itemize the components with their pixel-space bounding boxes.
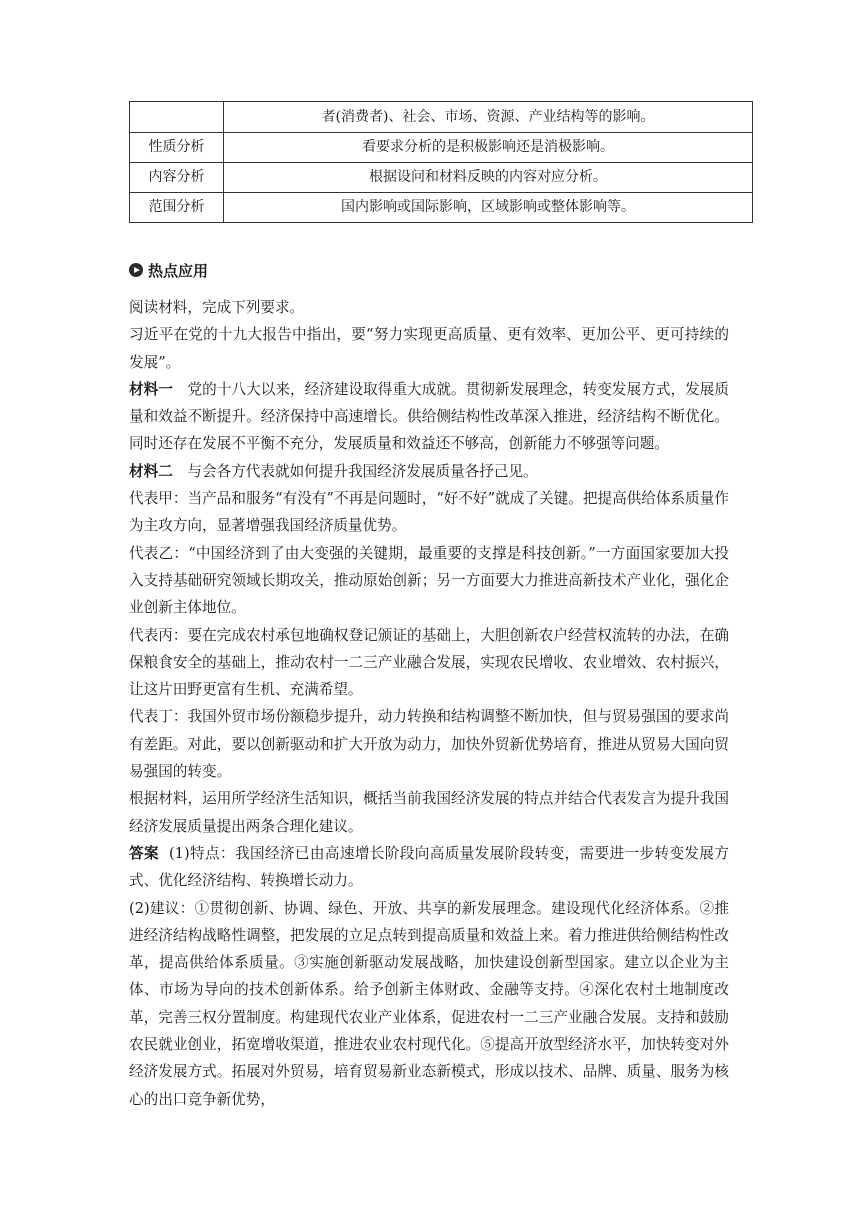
table-row-label: 内容分析 bbox=[130, 163, 224, 193]
section-heading bbox=[129, 259, 208, 281]
table-row-label: 性质分析 bbox=[130, 133, 224, 163]
material-one-text: 党的十八大以来，经济建设取得重大成就。贯彻新发展理念，转变发展方式，发展质量和效益不断提升。经济保持中高速增长。供给侧结构性改革深入推进，经济结构不断优化。同时还存在发展不平衡不充分，发展质量和效益还不够高，创新能力不够强等问题。 bbox=[129, 380, 729, 453]
representative-b-paragraph: 代表乙：“中国经济到了由大变强的关键期，最重要的支撑是科技创新。”一方面国家要加大投入支持基础研究领域长期攻关，推动原始创新；另一方面要大力推进高新技术产业化，强化企业创新主体地位。 bbox=[129, 544, 729, 617]
table-row-content: 根据设问和材料反映的内容对应分析。 bbox=[224, 163, 753, 193]
answer-one-paragraph bbox=[129, 840, 729, 895]
question-paragraph: 根据材料，运用所学经济生活知识，概括当前我国经济发展的特点并结合代表发言为提升我国经济发展质量提出两条合理化建议。 bbox=[129, 790, 729, 835]
answer-label: 答案 bbox=[129, 844, 159, 862]
answer-two-paragraph: (2)建议：①贯彻创新、协调、绿色、开放、共享的新发展理念。建设现代化经济体系。②推进经济结构战略性调整，把发展的立足点转到提高质量和效益上来。着力推进供给侧结构性改革，提高供给体系质量。③实施创新驱动发展战略，加快建设创新型国家。建立以企业为主体、市场为导向的技术创新体系。给予创新主体财政、金融等支持。④深化农村土地制度改革，完善三权分置制度。构建现代农业产业体系，促进农村一二三产业融合发展。支持和鼓励农民就业创业，拓宽增收渠道，推进农业农村现代化。⑤提高开放型经济水平，加快转变对外经济发展方式。拓展对外贸易，培育贸易新业态新模式，形成以技术、品牌、质量、服务为核心的出口竞争新优势， bbox=[129, 899, 729, 1108]
material-one-paragraph bbox=[129, 376, 729, 458]
representative-a-paragraph: 代表甲：当产品和服务“有没有”不再是问题时，“好不好”就成了关键。把提高供给体系质量作为主攻方向，显著增强我国经济质量优势。 bbox=[129, 490, 729, 535]
table-row-label bbox=[130, 102, 224, 133]
intro-quote-paragraph: 习近平在党的十九大报告中指出，要“努力实现更高质量、更有效率、更加公平、更可持续的发展”。 bbox=[129, 326, 729, 371]
intro-paragraph: 阅读材料，完成下列要求。 bbox=[129, 299, 305, 316]
table-row-content: 国内影响或国际影响，区域影响或整体影响等。 bbox=[224, 193, 753, 223]
answer-one-text: (1)特点：我国经济已由高速增长阶段向高质量发展阶段转变，需要进一步转变发展方式、优化经济结构、转换增长动力。 bbox=[129, 844, 729, 890]
representative-d-paragraph: 代表丁：我国外贸市场份额稳步提升，动力转换和结构调整不断加快，但与贸易强国的要求尚有差距。对此，要以创新驱动和扩大开放为动力，加快外贸新优势培育，推进从贸易大国向贸易强国的转变。 bbox=[129, 708, 729, 781]
table-row-content: 者(消费者)、社会、市场、资源、产业结构等的影响。 bbox=[224, 102, 753, 133]
table-row bbox=[130, 102, 753, 133]
material-two-paragraph bbox=[129, 458, 729, 485]
section-title: 热点应用 bbox=[148, 261, 209, 280]
table-row-content: 看要求分析的是积极影响还是消极影响。 bbox=[224, 133, 753, 163]
body-text bbox=[129, 294, 729, 1113]
table-row-label: 范围分析 bbox=[130, 193, 224, 223]
table-row bbox=[130, 193, 753, 223]
table-row bbox=[130, 133, 753, 163]
analysis-table bbox=[129, 101, 753, 223]
representative-c-paragraph: 代表丙：要在完成农村承包地确权登记颁证的基础上，大胆创新农户经营权流转的办法，在确保粮食安全的基础上，推动农村一二三产业融合发展，实现农民增收、农业增效、农村振兴，让这片田野更富有生机、充满希望。 bbox=[129, 626, 729, 699]
material-two-text: 与会各方代表就如何提升我国经济发展质量各抒己见。 bbox=[187, 462, 538, 480]
table-row bbox=[130, 163, 753, 193]
material-two-label: 材料二 bbox=[129, 462, 173, 480]
play-circle-icon bbox=[129, 263, 143, 277]
material-one-label: 材料一 bbox=[129, 380, 173, 398]
